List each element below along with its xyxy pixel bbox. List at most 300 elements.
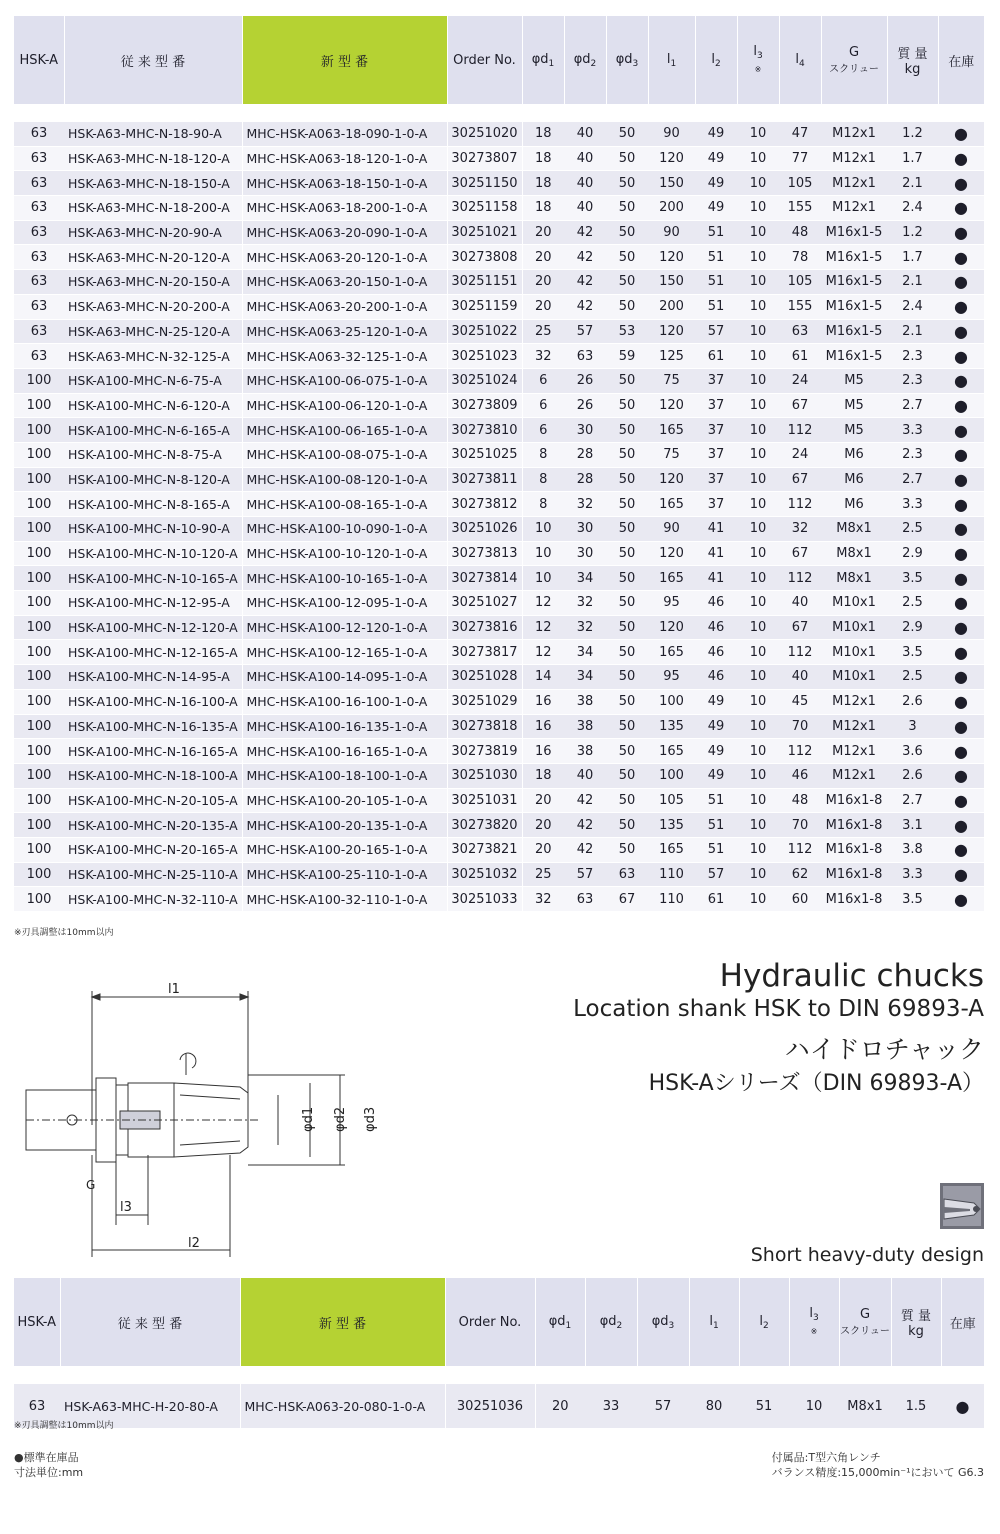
- table-cell: 12: [522, 640, 564, 665]
- table-cell: 77: [779, 146, 821, 171]
- table-cell: 1.2: [887, 220, 938, 245]
- table-cell: 30251030: [447, 763, 522, 788]
- table-cell: MHC-HSK-A063-32-125-1-0-A: [242, 344, 447, 369]
- table-cell: 1.2: [887, 122, 938, 146]
- col-g: G スクリュー: [839, 1278, 891, 1366]
- table-cell: 41: [695, 517, 737, 542]
- table-cell: 42: [564, 837, 606, 862]
- table-cell: 2.7: [887, 393, 938, 418]
- table-cell: 2.1: [887, 319, 938, 344]
- table-cell: 57: [564, 862, 606, 887]
- table-cell: 10: [737, 442, 779, 467]
- table-row: [14, 368, 984, 393]
- table-cell: 100: [648, 763, 695, 788]
- table-row: [14, 418, 984, 443]
- table-cell: 32: [564, 615, 606, 640]
- table-cell: 105: [779, 270, 821, 295]
- table-cell: 16: [522, 714, 564, 739]
- table-cell: 2.1: [887, 270, 938, 295]
- table-cell: 120: [648, 467, 695, 492]
- table-cell: M8x1: [821, 566, 887, 591]
- table-cell: 53: [606, 319, 648, 344]
- table-cell: M6: [821, 492, 887, 517]
- table-cell: HSK-A100-MHC-N-20-105-A: [64, 788, 242, 813]
- col-l4: $l_4$: [779, 16, 821, 104]
- table-cell: 37: [695, 368, 737, 393]
- stock-indicator: ●: [938, 615, 984, 640]
- table-cell: 165: [648, 837, 695, 862]
- balance-note: バランス精度:15,000min⁻¹において G6.3: [771, 1466, 984, 1479]
- table-cell: 30251025: [447, 442, 522, 467]
- table-cell: 20: [522, 270, 564, 295]
- table-cell: 30273808: [447, 245, 522, 270]
- stock-indicator: ●: [938, 393, 984, 418]
- table-cell: 30251032: [447, 862, 522, 887]
- table-cell: 30273818: [447, 714, 522, 739]
- table-cell: 10: [737, 862, 779, 887]
- table-row: [14, 739, 984, 764]
- table-row: [14, 220, 984, 245]
- stock-indicator: ●: [938, 591, 984, 616]
- table-cell: 20: [522, 220, 564, 245]
- table-cell: HSK-A63-MHC-N-20-90-A: [64, 220, 242, 245]
- table-cell: HSK-A63-MHC-N-25-120-A: [64, 319, 242, 344]
- table-cell: 50: [606, 294, 648, 319]
- table-cell: 42: [564, 245, 606, 270]
- table-cell: 3.3: [887, 418, 938, 443]
- table-cell: HSK-A100-MHC-N-12-165-A: [64, 640, 242, 665]
- table-cell: M10x1: [821, 615, 887, 640]
- stock-indicator: ●: [938, 640, 984, 665]
- table-cell: 10: [737, 665, 779, 690]
- stock-indicator: ●: [938, 146, 984, 171]
- stock-indicator: ●: [938, 862, 984, 887]
- table-cell: HSK-A63-MHC-N-20-150-A: [64, 270, 242, 295]
- table-cell: 155: [779, 196, 821, 221]
- table-cell: 100: [14, 492, 64, 517]
- table-cell: 30251158: [447, 196, 522, 221]
- stock-indicator: ●: [938, 467, 984, 492]
- table-cell: 112: [779, 837, 821, 862]
- table-cell: 30251159: [447, 294, 522, 319]
- table-cell: 34: [564, 665, 606, 690]
- table-cell: HSK-A63-MHC-N-20-120-A: [64, 245, 242, 270]
- footer-right: [772, 1450, 984, 1480]
- table-cell: HSK-A100-MHC-N-10-120-A: [64, 541, 242, 566]
- table-cell: 10: [737, 763, 779, 788]
- table-cell: 63: [14, 196, 64, 221]
- table-cell: M12x1: [821, 689, 887, 714]
- table-cell: 30: [564, 418, 606, 443]
- subtitle-en: Location shank HSK to DIN 69893-A: [573, 996, 984, 1022]
- table-cell: 3.5: [887, 566, 938, 591]
- table-cell: 100: [14, 467, 64, 492]
- table-cell: MHC-HSK-A100-20-135-1-0-A: [242, 813, 447, 838]
- table-cell: MHC-HSK-A100-18-100-1-0-A: [242, 763, 447, 788]
- table-cell: 95: [648, 665, 695, 690]
- stock-indicator: ●: [938, 517, 984, 542]
- table-cell: 3.3: [887, 862, 938, 887]
- col-d2: $\varphi d_2$: [585, 1278, 637, 1366]
- table-cell: 30251027: [447, 591, 522, 616]
- table-cell: 24: [779, 368, 821, 393]
- col-l2: $l_2$: [739, 1278, 789, 1366]
- table-cell: 2.6: [887, 689, 938, 714]
- table-cell: MHC-HSK-A100-12-120-1-0-A: [242, 615, 447, 640]
- table-cell: 30273817: [447, 640, 522, 665]
- table-cell: MHC-HSK-A100-06-120-1-0-A: [242, 393, 447, 418]
- table-cell: 34: [564, 640, 606, 665]
- table-cell: 49: [695, 689, 737, 714]
- table-cell: MHC-HSK-A100-16-135-1-0-A: [242, 714, 447, 739]
- table-cell: 125: [648, 344, 695, 369]
- table-cell: 3.3: [887, 492, 938, 517]
- dim-d1-label: φd1: [301, 1106, 316, 1132]
- table-cell: HSK-A63-MHC-N-18-90-A: [64, 122, 242, 146]
- table-cell: 10: [737, 887, 779, 912]
- table-cell: 10: [737, 788, 779, 813]
- col-l2: $l_2$: [695, 16, 737, 104]
- table-cell: 10: [737, 714, 779, 739]
- table-cell: 32: [564, 591, 606, 616]
- table-cell: M16x1-8: [821, 788, 887, 813]
- table-cell: 40: [564, 171, 606, 196]
- table-cell: MHC-HSK-A100-32-110-1-0-A: [242, 887, 447, 912]
- table-cell: MHC-HSK-A100-08-075-1-0-A: [242, 442, 447, 467]
- heavy-duty-badge-icon: [940, 1183, 984, 1229]
- table-cell: 10: [737, 566, 779, 591]
- table-cell: 120: [648, 146, 695, 171]
- dim-d3-label: φd3: [363, 1106, 378, 1132]
- table-cell: 10: [522, 541, 564, 566]
- table-cell: M10x1: [821, 665, 887, 690]
- table-cell: 61: [695, 887, 737, 912]
- col-l3: $l_3$ ※: [737, 16, 779, 104]
- table-cell: MHC-HSK-A100-08-165-1-0-A: [242, 492, 447, 517]
- table-cell: 63: [14, 171, 64, 196]
- table-cell: MHC-HSK-A100-06-075-1-0-A: [242, 368, 447, 393]
- table-cell: 59: [606, 344, 648, 369]
- table-cell: 12: [522, 615, 564, 640]
- table-cell: 18: [522, 196, 564, 221]
- table-cell: 8: [522, 492, 564, 517]
- table-cell: M12x1: [821, 196, 887, 221]
- stock-indicator: ●: [938, 714, 984, 739]
- col-new-model: 新 型 番: [240, 1278, 445, 1366]
- title-en: Hydraulic chucks: [719, 958, 984, 994]
- table-cell: 46: [779, 763, 821, 788]
- col-order-no: Order No.: [445, 1278, 535, 1366]
- table-cell: 30251028: [447, 665, 522, 690]
- table-cell: 120: [648, 245, 695, 270]
- table-cell: 2.9: [887, 615, 938, 640]
- table-cell: MHC-HSK-A063-20-080-1-0-A: [240, 1384, 445, 1429]
- table-cell: 20: [522, 813, 564, 838]
- table-row: [14, 763, 984, 788]
- table-cell: 112: [779, 492, 821, 517]
- table-cell: 80: [689, 1384, 739, 1429]
- table-cell: 63: [14, 294, 64, 319]
- table-cell: 33: [585, 1384, 637, 1429]
- table-cell: 30273816: [447, 615, 522, 640]
- stock-indicator: ●: [938, 220, 984, 245]
- table-cell: 49: [695, 146, 737, 171]
- table-cell: 42: [564, 788, 606, 813]
- table-cell: 10: [737, 418, 779, 443]
- table-cell: 200: [648, 294, 695, 319]
- table-cell: 37: [695, 492, 737, 517]
- table-cell: HSK-A100-MHC-N-10-165-A: [64, 566, 242, 591]
- table-cell: 100: [14, 689, 64, 714]
- table-cell: 1.7: [887, 245, 938, 270]
- table-cell: 50: [606, 615, 648, 640]
- table-cell: 40: [564, 146, 606, 171]
- table-cell: 30273811: [447, 467, 522, 492]
- table-cell: 25: [522, 862, 564, 887]
- table-cell: 2.9: [887, 541, 938, 566]
- table-cell: 50: [606, 517, 648, 542]
- table-row: [14, 640, 984, 665]
- table-cell: 165: [648, 418, 695, 443]
- table-cell: 63: [14, 146, 64, 171]
- table-cell: 30: [564, 541, 606, 566]
- table-cell: 100: [14, 813, 64, 838]
- table-cell: M16x1-5: [821, 294, 887, 319]
- table-cell: 47: [779, 122, 821, 146]
- table-cell: 51: [695, 837, 737, 862]
- table-cell: 10: [737, 196, 779, 221]
- footer-left: [14, 1450, 83, 1480]
- table-cell: 63: [779, 319, 821, 344]
- table-cell: 12: [522, 591, 564, 616]
- table-cell: 20: [522, 294, 564, 319]
- table-cell: 75: [648, 368, 695, 393]
- table-cell: 10: [737, 813, 779, 838]
- table-cell: M16x1-5: [821, 319, 887, 344]
- table-cell: 10: [737, 344, 779, 369]
- table-row: [14, 122, 984, 146]
- table-cell: 63: [564, 344, 606, 369]
- stock-indicator: ●: [938, 837, 984, 862]
- table-row: [14, 467, 984, 492]
- table-cell: 10: [737, 615, 779, 640]
- table-cell: HSK-A100-MHC-N-8-75-A: [64, 442, 242, 467]
- table-cell: M16x1-5: [821, 245, 887, 270]
- table-cell: 46: [695, 615, 737, 640]
- table-cell: 10: [522, 517, 564, 542]
- stock-indicator: ●: [941, 1384, 984, 1429]
- table-cell: 50: [606, 640, 648, 665]
- table-cell: 60: [779, 887, 821, 912]
- table-cell: 50: [606, 146, 648, 171]
- table-cell: 26: [564, 393, 606, 418]
- table-cell: 38: [564, 739, 606, 764]
- table-cell: 24: [779, 442, 821, 467]
- table-cell: M10x1: [821, 640, 887, 665]
- table-cell: M8x1: [839, 1384, 891, 1429]
- table-cell: 165: [648, 492, 695, 517]
- table-cell: 6: [522, 368, 564, 393]
- table-cell: M8x1: [821, 541, 887, 566]
- table-cell: 10: [737, 492, 779, 517]
- table-cell: 67: [606, 887, 648, 912]
- table-cell: 10: [737, 122, 779, 146]
- table-cell: 30273807: [447, 146, 522, 171]
- table-cell: 18: [522, 146, 564, 171]
- table-cell: 90: [648, 517, 695, 542]
- table-cell: 63: [14, 270, 64, 295]
- table-cell: 10: [737, 837, 779, 862]
- table-cell: 40: [564, 122, 606, 146]
- title-jp: ハイドロチャック: [784, 1035, 984, 1064]
- table-cell: 16: [522, 739, 564, 764]
- table-cell: M16x1-5: [821, 344, 887, 369]
- table-cell: 10: [737, 689, 779, 714]
- table-row: [14, 566, 984, 591]
- table-cell: 30251026: [447, 517, 522, 542]
- stock-indicator: ●: [938, 566, 984, 591]
- table-cell: M5: [821, 368, 887, 393]
- table-cell: 20: [522, 837, 564, 862]
- table-cell: M12x1: [821, 122, 887, 146]
- table-cell: 41: [695, 566, 737, 591]
- table-row: [14, 517, 984, 542]
- table-cell: 112: [779, 640, 821, 665]
- table-cell: MHC-HSK-A100-06-165-1-0-A: [242, 418, 447, 443]
- table-row: [14, 615, 984, 640]
- table-cell: 10: [737, 270, 779, 295]
- table-row: [14, 270, 984, 295]
- table-cell: 51: [695, 294, 737, 319]
- table-cell: 112: [779, 739, 821, 764]
- table-row: [14, 689, 984, 714]
- table-cell: 61: [779, 344, 821, 369]
- table-cell: 100: [14, 739, 64, 764]
- table-cell: 48: [779, 220, 821, 245]
- table-header-2: [14, 1278, 984, 1366]
- table-cell: 57: [695, 319, 737, 344]
- stock-indicator: ●: [938, 171, 984, 196]
- table-cell: 48: [779, 788, 821, 813]
- col-l3: $l_3$ ※: [789, 1278, 839, 1366]
- table-cell: 49: [695, 171, 737, 196]
- table-cell: 46: [695, 591, 737, 616]
- table-cell: 8: [522, 442, 564, 467]
- table-cell: 2.7: [887, 788, 938, 813]
- dim-g-label: G: [86, 1178, 96, 1192]
- table-cell: 100: [14, 566, 64, 591]
- table-cell: HSK-A100-MHC-N-8-120-A: [64, 467, 242, 492]
- stock-indicator: ●: [938, 196, 984, 221]
- table-cell: 2.4: [887, 294, 938, 319]
- table-cell: 37: [695, 442, 737, 467]
- table-cell: M16x1-5: [821, 220, 887, 245]
- stock-indicator: ●: [938, 270, 984, 295]
- table-cell: MHC-HSK-A063-20-090-1-0-A: [242, 220, 447, 245]
- table-cell: 10: [737, 319, 779, 344]
- table-cell: 63: [14, 245, 64, 270]
- col-g: G スクリュー: [821, 16, 887, 104]
- stock-indicator: ●: [938, 665, 984, 690]
- table-cell: 42: [564, 813, 606, 838]
- table-cell: 42: [564, 294, 606, 319]
- table-cell: 200: [648, 196, 695, 221]
- table-cell: 1.5: [891, 1384, 941, 1429]
- col-stock: 在庫: [938, 16, 984, 104]
- table-cell: 20: [522, 788, 564, 813]
- table-cell: HSK-A63-MHC-N-20-200-A: [64, 294, 242, 319]
- table-cell: MHC-HSK-A063-18-200-1-0-A: [242, 196, 447, 221]
- table-row: [14, 442, 984, 467]
- table-row: [14, 788, 984, 813]
- table-cell: M6: [821, 467, 887, 492]
- table-cell: 165: [648, 566, 695, 591]
- stock-indicator: ●: [938, 763, 984, 788]
- table-cell: 3: [887, 714, 938, 739]
- table-cell: 78: [779, 245, 821, 270]
- table-cell: 30273820: [447, 813, 522, 838]
- table-row: [14, 887, 984, 912]
- table-cell: 50: [606, 492, 648, 517]
- table-cell: 50: [606, 442, 648, 467]
- table-cell: HSK-A100-MHC-N-20-165-A: [64, 837, 242, 862]
- table-body-2: [14, 1384, 984, 1429]
- table-cell: 100: [14, 368, 64, 393]
- table-cell: MHC-HSK-A063-20-120-1-0-A: [242, 245, 447, 270]
- table-cell: 100: [648, 689, 695, 714]
- unit-note: 寸法単位:mm: [14, 1466, 84, 1479]
- table-cell: HSK-A100-MHC-N-18-100-A: [64, 763, 242, 788]
- table-cell: HSK-A100-MHC-N-16-100-A: [64, 689, 242, 714]
- table-cell: MHC-HSK-A063-18-120-1-0-A: [242, 146, 447, 171]
- col-old-model: 従 来 型 番: [64, 16, 242, 104]
- table-cell: 50: [606, 368, 648, 393]
- table-cell: HSK-A100-MHC-N-20-135-A: [64, 813, 242, 838]
- table-cell: 100: [14, 887, 64, 912]
- table-cell: HSK-A100-MHC-N-6-120-A: [64, 393, 242, 418]
- table-cell: 32: [564, 492, 606, 517]
- table-cell: 2.3: [887, 368, 938, 393]
- table-cell: MHC-HSK-A100-20-165-1-0-A: [242, 837, 447, 862]
- stock-indicator: ●: [938, 344, 984, 369]
- table-cell: 112: [779, 566, 821, 591]
- table-cell: 50: [606, 763, 648, 788]
- table-row: [14, 665, 984, 690]
- table-cell: 50: [606, 220, 648, 245]
- table-cell: 18: [522, 171, 564, 196]
- table-cell: 10: [737, 146, 779, 171]
- table-cell: 10: [737, 467, 779, 492]
- table-cell: 70: [779, 714, 821, 739]
- table-cell: 50: [606, 171, 648, 196]
- dim-l1-label: l1: [168, 982, 180, 997]
- table-cell: HSK-A100-MHC-N-32-110-A: [64, 887, 242, 912]
- table-cell: 50: [606, 591, 648, 616]
- table-cell: 51: [695, 270, 737, 295]
- dim-d2-label: φd2: [333, 1106, 348, 1132]
- table-cell: 50: [606, 665, 648, 690]
- stock-indicator: ●: [938, 689, 984, 714]
- table-cell: 10: [737, 393, 779, 418]
- table-cell: 10: [789, 1384, 839, 1429]
- col-mass: 質 量 kg: [887, 16, 938, 104]
- stock-indicator: ●: [938, 813, 984, 838]
- col-order-no: Order No.: [447, 16, 522, 104]
- table-cell: 50: [606, 393, 648, 418]
- col-mass: 質 量 kg: [891, 1278, 941, 1366]
- table-cell: 165: [648, 739, 695, 764]
- table-cell: MHC-HSK-A100-08-120-1-0-A: [242, 467, 447, 492]
